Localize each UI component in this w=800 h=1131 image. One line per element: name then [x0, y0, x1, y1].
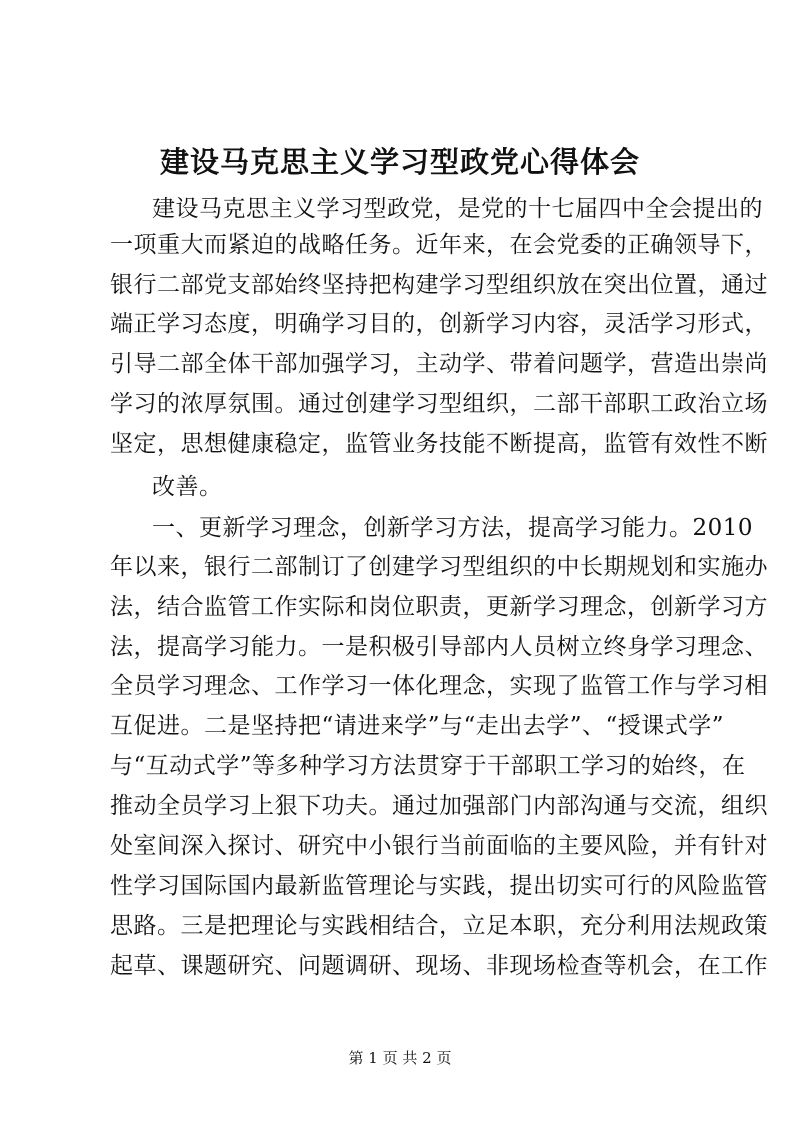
body-line: 推动全员学习上狠下功夫。通过加强部门内部沟通与交流，组织 — [110, 793, 768, 819]
body-line: 引导二部全体干部加强学习，主动学、带着问题学，营造出崇尚 — [110, 351, 768, 377]
body-line: 与“互动式学”等多种学习方法贯穿于干部职工学习的始终，在 — [110, 753, 746, 779]
body-line: 一项重大而紧迫的战略任务。近年来，在会党委的正确领导下， — [110, 232, 768, 258]
body-line: 改善。 — [152, 474, 223, 500]
body-line: 法，结合监管工作实际和岗位职责，更新学习理念，创新学习方 — [110, 594, 768, 620]
body-line: 坚定，思想健康稳定，监管业务技能不断提高，监管有效性不断 — [110, 431, 768, 457]
body-line: 互促进。二是坚持把“请进来学”与“走出去学”、“授课式学” — [110, 713, 725, 739]
body-line: 学习的浓厚氛围。通过创建学习型组织，二部干部职工政治立场 — [110, 391, 768, 417]
body-line: 端正学习态度，明确学习目的，创新学习内容，灵活学习形式， — [110, 311, 768, 337]
body-line: 起草、课题研究、问题调研、现场、非现场检查等机会，在工作 — [110, 953, 768, 979]
body-line: 全员学习理念、工作学习一体化理念，实现了监管工作与学习相 — [110, 673, 768, 699]
body-line: 银行二部党支部始终坚持把构建学习型组织放在突出位置，通过 — [110, 272, 768, 298]
body-line: 思路。三是把理论与实践相结合，立足本职，充分利用法规政策 — [110, 913, 768, 939]
page-footer: 第 1 页 共 2 页 — [348, 1049, 452, 1067]
body-line: 法，提高学习能力。一是积极引导部内人员树立终身学习理念、 — [110, 634, 768, 660]
document-title: 建设马克思主义学习型政党心得体会 — [159, 145, 640, 179]
body-line: 一、更新学习理念，创新学习方法，提高学习能力。2010 — [152, 515, 754, 541]
body-line: 处室间深入探讨、研究中小银行当前面临的主要风险，并有针对 — [110, 833, 768, 859]
body-line: 性学习国际国内最新监管理论与实践，提出切实可行的风险监管 — [110, 873, 768, 899]
body-line: 年以来，银行二部制订了创建学习型组织的中长期规划和实施办 — [110, 554, 768, 580]
body-line: 建设马克思主义学习型政党，是党的十七届四中全会提出的 — [152, 196, 763, 222]
